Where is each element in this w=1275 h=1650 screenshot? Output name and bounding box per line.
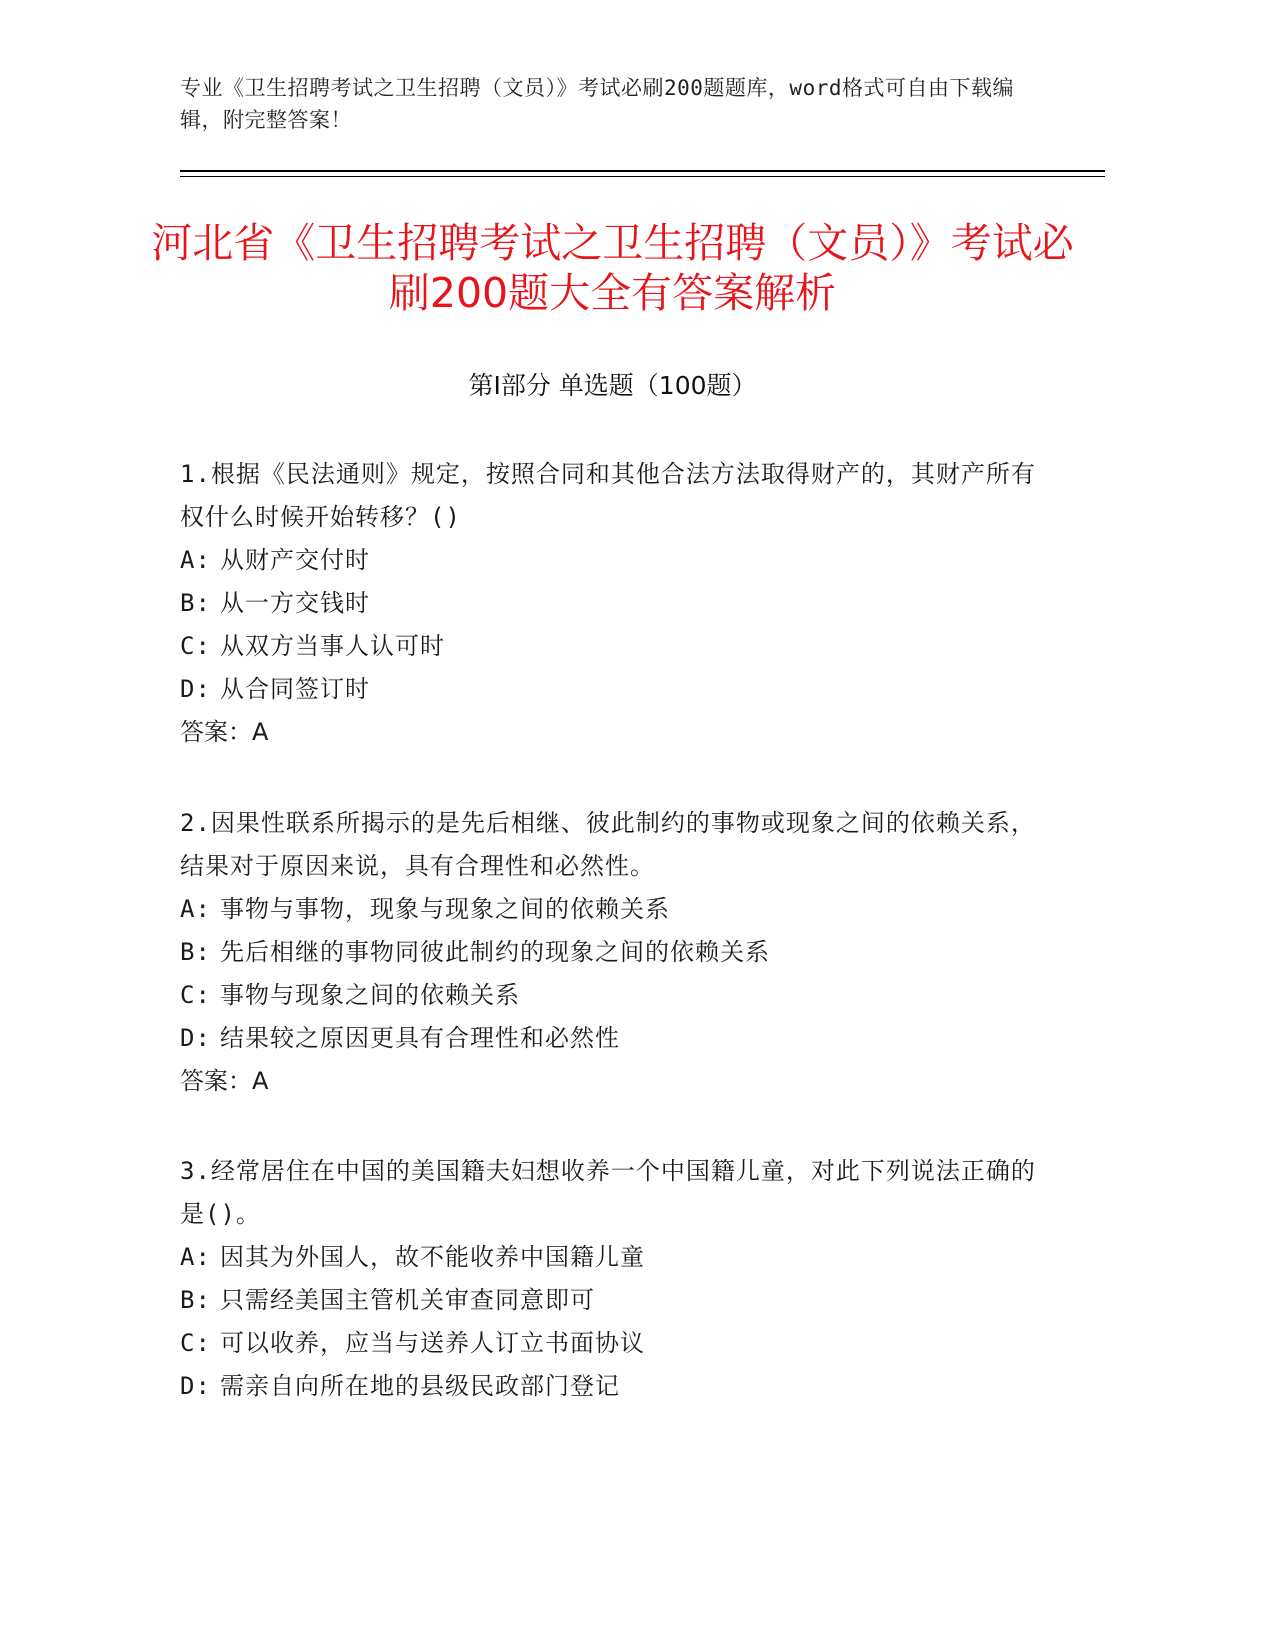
option-key: C:: [180, 632, 211, 660]
option-key: D:: [180, 675, 211, 703]
option-key: A:: [180, 1243, 211, 1271]
option-text: 从双方当事人认可时: [220, 632, 445, 660]
option-key: D:: [180, 1372, 211, 1400]
question-stem: 3.经常居住在中国的美国籍夫妇想收养一个中国籍儿童，对此下列说法正确的是()。: [180, 1157, 1036, 1228]
answer-line: 答案：A: [180, 718, 269, 746]
option-text: 可以收养，应当与送养人订立书面协议: [220, 1329, 645, 1357]
option-text: 需亲自向所在地的县级民政部门登记: [220, 1372, 620, 1400]
option-key: B:: [180, 938, 211, 966]
option-d: [180, 1017, 1040, 1060]
option-text: 从合同签订时: [220, 675, 370, 703]
option-key: C:: [180, 981, 211, 1009]
option-text: 从一方交钱时: [220, 589, 370, 617]
option-text: 事物与现象之间的依赖关系: [220, 981, 520, 1009]
option-a: [180, 888, 1040, 931]
option-text: 因其为外国人，故不能收养中国籍儿童: [220, 1243, 645, 1271]
header-divider-thin: [180, 176, 1105, 177]
section-title: 第Ⅰ部分 单选题（100题）: [468, 371, 757, 400]
question-block-1: [180, 453, 1040, 754]
option-b: [180, 582, 1040, 625]
header-note: 专业《卫生招聘考试之卫生招聘（文员）》考试必刷200题题库，word格式可自由下载编辑，附完整答案！: [180, 76, 1014, 132]
option-text: 从财产交付时: [220, 546, 370, 574]
option-c: [180, 625, 1040, 668]
option-key: B:: [180, 589, 211, 617]
answer-line: 答案：A: [180, 1067, 269, 1095]
option-b: [180, 931, 1040, 974]
question-stem: 1.根据《民法通则》规定，按照合同和其他合法方法取得财产的，其财产所有权什么时候开始转移？(): [180, 460, 1036, 531]
option-d: [180, 668, 1040, 711]
question-stem: 2.因果性联系所揭示的是先后相继、彼此制约的事物或现象之间的依赖关系，结果对于原因来说，具有合理性和必然性。: [180, 809, 1036, 880]
option-key: D:: [180, 1024, 211, 1052]
option-a: [180, 539, 1040, 582]
option-text: 结果较之原因更具有合理性和必然性: [220, 1024, 620, 1052]
option-c: [180, 1322, 1040, 1365]
option-b: [180, 1279, 1040, 1322]
document-title: 河北省《卫生招聘考试之卫生招聘（文员）》考试必刷200题大全有答案解析: [151, 219, 1074, 317]
option-a: [180, 1236, 1040, 1279]
option-key: B:: [180, 1286, 211, 1314]
option-d: [180, 1365, 1040, 1408]
option-text: 先后相继的事物同彼此制约的现象之间的依赖关系: [220, 938, 770, 966]
question-block-3: [180, 1150, 1040, 1408]
option-text: 只需经美国主管机关审查同意即可: [220, 1286, 595, 1314]
header-divider-thick: [180, 170, 1105, 172]
option-c: [180, 974, 1040, 1017]
option-key: A:: [180, 895, 211, 923]
question-block-2: [180, 802, 1040, 1103]
option-text: 事物与事物，现象与现象之间的依赖关系: [220, 895, 670, 923]
option-key: C:: [180, 1329, 211, 1357]
option-key: A:: [180, 546, 211, 574]
